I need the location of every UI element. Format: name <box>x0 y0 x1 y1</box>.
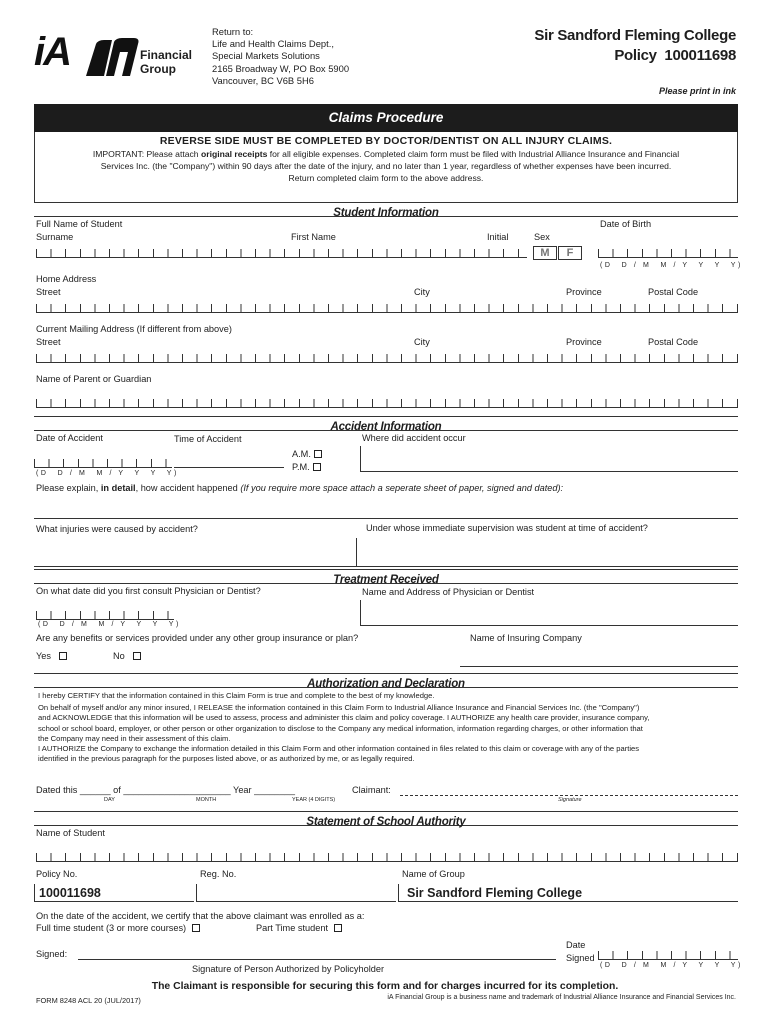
school-signed-label: Signed <box>566 953 595 963</box>
full-time-label: Full time student (3 or more courses) <box>36 923 187 933</box>
no-checkbox[interactable] <box>133 652 141 660</box>
explain-text: Please explain, <box>36 483 101 493</box>
mailing-address-label: Current Mailing Address (If different from above) <box>36 324 232 334</box>
important-text: Services Inc. (the "Company") within 90 days after the date of the injury, and no later than 1 year, regardless of whether expenses have been incurred. <box>100 161 672 171</box>
responsibility-note: The Claimant is responsible for securing this form and for charges incurred for its completion. <box>151 981 619 992</box>
physician-input[interactable] <box>360 600 738 626</box>
signature-authorized-caption: Signature of Person Authorized by Policyholder <box>192 964 385 974</box>
return-line: Special Markets Solutions <box>212 50 320 62</box>
return-address <box>212 26 349 87</box>
authorized-signature-input[interactable] <box>78 959 556 960</box>
group-label: Name of Group <box>402 869 465 879</box>
student-info-header <box>34 202 738 217</box>
signature-caption: Signature <box>558 797 582 803</box>
policy-no-field[interactable] <box>34 884 194 902</box>
reverse-side-note: REVERSE SIDE MUST BE COMPLETED BY DOCTOR/DENTIST ON ALL INJURY CLAIMS. <box>159 135 613 147</box>
school-student-name-label: Name of Student <box>36 828 105 838</box>
school-date-format: (D D / M M / Y Y Y Y) <box>600 962 743 969</box>
province-label: Province <box>566 337 602 347</box>
yes-option[interactable] <box>36 651 67 661</box>
accident-time-input[interactable] <box>174 467 284 468</box>
reg-no-input[interactable] <box>196 884 396 902</box>
dob-format: (D D / M M / Y Y Y Y) <box>600 262 743 269</box>
school-student-name-input[interactable] <box>36 850 738 862</box>
authorization-header <box>34 673 738 688</box>
policy-number: Policy 100011698 <box>614 47 736 64</box>
authorization-text <box>38 691 738 764</box>
supervision-label: Under whose immediate supervision was student at time of accident? <box>366 523 648 533</box>
logo-sub-2: Group <box>140 62 176 76</box>
injuries-divider <box>356 538 357 566</box>
home-address-label: Home Address <box>36 274 97 284</box>
return-line: Return to: <box>212 26 254 37</box>
full-time-checkbox[interactable] <box>192 924 200 932</box>
student-name-input[interactable] <box>36 246 527 258</box>
claims-procedure-box <box>34 132 738 204</box>
part-time-label: Part Time student <box>256 923 329 933</box>
explain-label <box>36 483 563 493</box>
accident-info-header <box>34 416 738 431</box>
no-label: No <box>113 651 125 661</box>
important-text: IMPORTANT: Please attach <box>92 149 201 159</box>
consult-label: On what date did you first consult Physician or Dentist? <box>36 586 261 596</box>
enrolled-label: On the date of the accident, we certify that the above claimant was enrolled as a: <box>36 911 365 921</box>
auth-line: school or school board, employer, or other person or other organization to disclose to the Company any medical information, information regarding charges, or other information that <box>38 723 643 733</box>
school-authority-title: Statement of School Authority <box>306 816 466 828</box>
logo-mark-icon <box>84 38 146 78</box>
am-checkbox[interactable] <box>314 450 322 458</box>
street-label: Street <box>36 287 61 297</box>
postal-label: Postal Code <box>648 337 699 347</box>
pm-label: P.M. <box>292 462 310 472</box>
auth-line: I AUTHORIZE the Company to exchange the information detailed in this Claim Form and other information contained in files related to this claim or coverage with any of the parties <box>38 744 640 754</box>
reg-no-label: Reg. No. <box>200 869 237 879</box>
street-label: Street <box>36 337 61 347</box>
claimant-signature-input[interactable] <box>400 795 738 796</box>
accident-date-input[interactable] <box>34 456 172 468</box>
province-label: Province <box>566 287 602 297</box>
claims-procedure-title: Claims Procedure <box>328 110 444 125</box>
important-note <box>35 148 737 184</box>
month-caption: MONTH <box>196 797 217 803</box>
accident-where-label: Where did accident occur <box>362 433 466 443</box>
part-time-option[interactable] <box>256 923 342 933</box>
policy-header <box>534 26 736 66</box>
dated-line[interactable]: Dated this ______ of _____________________ Year ________ <box>36 785 296 795</box>
college-name: Sir Sandford Fleming College <box>534 27 736 44</box>
am-label: A.M. <box>292 449 311 459</box>
policy-no-value: 100011698 <box>39 886 101 900</box>
auth-line: the Company may need in their assessment of this claim. <box>38 733 231 743</box>
home-address-input[interactable] <box>36 301 738 313</box>
accident-where-input[interactable] <box>360 446 738 472</box>
school-date-input[interactable] <box>598 948 738 960</box>
explain-bold: in detail <box>100 483 136 493</box>
return-line: Vancouver, BC V6B 5H6 <box>212 74 314 86</box>
school-authority-header <box>34 811 738 826</box>
sex-m-label: M <box>540 247 550 259</box>
city-label: City <box>414 287 430 297</box>
insurer-input[interactable] <box>460 645 738 667</box>
consult-date-format: (D D / M M / Y Y Y Y) <box>38 621 181 628</box>
benefits-label: Are any benefits or services provided under any other group insurance or plan? <box>36 633 359 643</box>
full-name-label: Full Name of Student <box>36 219 123 229</box>
city-label: City <box>414 337 430 347</box>
pm-option[interactable] <box>292 462 321 472</box>
explain-italic: (If you require more space attach a seperate sheet of paper, signed and dated): <box>240 483 564 493</box>
student-info-title: Student Information <box>333 207 439 219</box>
accident-info-title: Accident Information <box>330 421 442 433</box>
pm-checkbox[interactable] <box>313 463 321 471</box>
authorization-title: Authorization and Declaration <box>307 678 465 690</box>
sex-label: Sex <box>534 232 550 242</box>
return-line: 2165 Broadway W, PO Box 5900 <box>212 62 350 74</box>
sex-m-option[interactable] <box>533 246 557 260</box>
insurer-label: Name of Insuring Company <box>470 633 582 643</box>
accident-date-format: (D D / M M / Y Y Y Y) <box>36 470 179 477</box>
full-time-option[interactable] <box>36 923 200 933</box>
auth-line: On behalf of myself and/or any minor insured, I RELEASE the information contained in this Claim Form to Industrial Alliance Insurance and Financial Services Inc. (the "Company") <box>38 703 640 713</box>
auth-line: identified in the previous paragraph for the purposes listed above, or as authorized by me, or as legally required. <box>38 754 415 764</box>
year-caption: YEAR (4 DIGITS) <box>292 797 336 803</box>
part-time-checkbox[interactable] <box>334 924 342 932</box>
group-value: Sir Sandford Fleming College <box>407 886 583 900</box>
physician-label: Name and Address of Physician or Dentist <box>362 587 535 597</box>
claimant-label: Claimant: <box>352 785 391 795</box>
dob-label: Date of Birth <box>600 219 652 229</box>
initial-label: Initial <box>487 232 509 242</box>
sex-f-label: F <box>566 247 574 259</box>
trademark-note: iA Financial Group is a business name and trademark of Industrial Alliance Insurance and Financial Services Inc. <box>387 994 736 1001</box>
first-name-label: First Name <box>291 232 336 242</box>
no-option[interactable] <box>113 651 141 661</box>
am-option[interactable] <box>292 449 322 459</box>
accident-time-label: Time of Accident <box>174 434 242 444</box>
yes-checkbox[interactable] <box>59 652 67 660</box>
school-date-label: Date <box>566 940 586 950</box>
print-note: Please print in ink <box>658 86 736 96</box>
surname-label: Surname <box>36 232 74 242</box>
accident-date-label: Date of Accident <box>36 433 103 443</box>
auth-line: and ACKNOWLEDGE that this information will be used to assess, process and administer this claim and policy coverage. I AUTHORIZE any health care provider, insurance company, <box>38 713 650 723</box>
form-number: FORM 8248 ACL 20 (JUL/2017) <box>36 996 141 1005</box>
signed-label: Signed: <box>36 949 68 959</box>
claims-procedure-banner <box>34 104 738 132</box>
important-text: for all eligible expenses. Completed claim form must be filed with Industrial Alliance Insurance and Financial <box>267 149 680 159</box>
logo-sub-1: Financial <box>140 48 193 62</box>
return-line: Life and Health Claims Dept., <box>212 38 334 50</box>
parent-label: Name of Parent or Guardian <box>36 374 152 384</box>
mailing-address-input[interactable] <box>36 351 738 363</box>
dob-input[interactable] <box>598 246 738 258</box>
injuries-label: What injuries were caused by accident? <box>36 524 198 534</box>
important-text: Return completed claim form to the above address. <box>288 173 484 183</box>
explain-text: , how accident happened <box>135 483 241 493</box>
yes-label: Yes <box>36 651 51 661</box>
auth-line: I hereby CERTIFY that the information contained in this Claim Form is true and complete to the best of my knowledge. <box>38 691 435 700</box>
explain-input[interactable] <box>34 518 738 519</box>
logo-text: iA <box>34 30 70 74</box>
group-field[interactable] <box>398 884 738 902</box>
treatment-title: Treatment Received <box>333 574 439 586</box>
parent-name-input[interactable] <box>36 396 738 408</box>
day-caption: DAY <box>104 797 115 803</box>
policy-no-label: Policy No. <box>36 869 78 879</box>
consult-date-input[interactable] <box>36 608 174 620</box>
sex-f-option[interactable] <box>558 246 582 260</box>
company-logo <box>34 30 193 80</box>
injuries-input[interactable] <box>34 566 738 567</box>
postal-label: Postal Code <box>648 287 699 297</box>
treatment-header <box>34 569 738 584</box>
important-bold: original receipts <box>200 149 268 159</box>
